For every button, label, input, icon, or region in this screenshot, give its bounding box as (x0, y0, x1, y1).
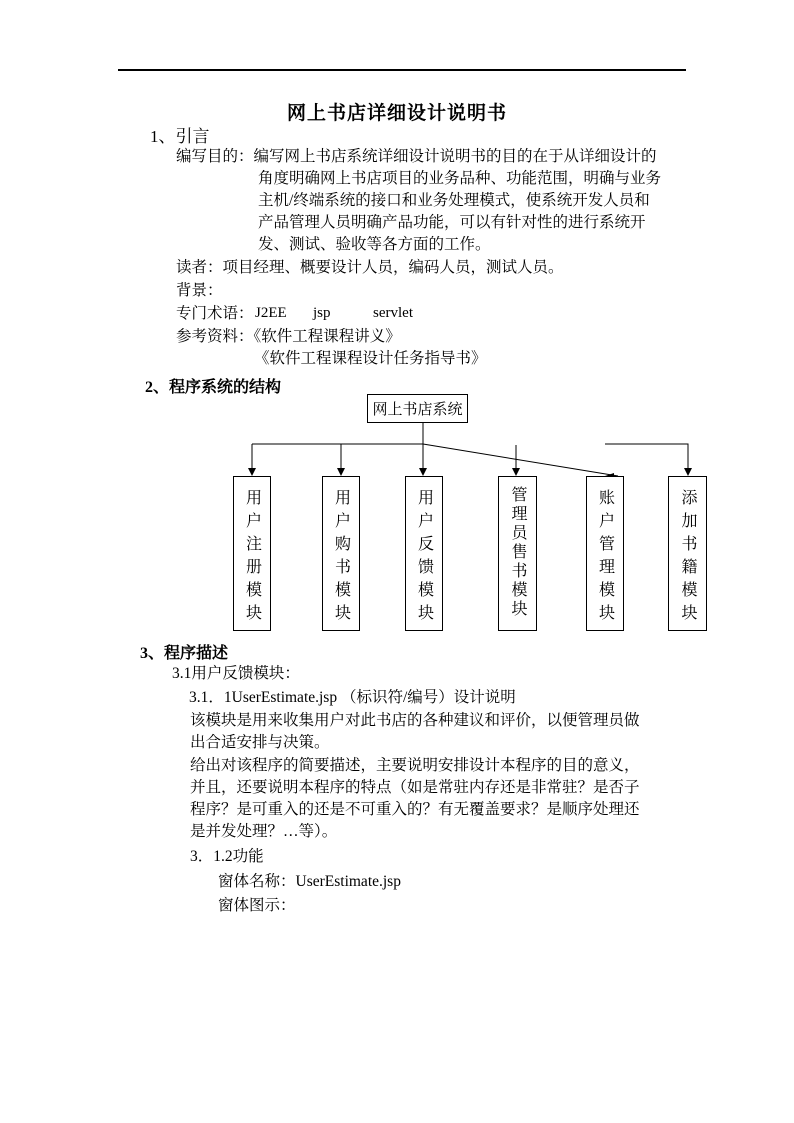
purpose-text-1: 编写网上书店系统详细设计说明书的目的在于从详细设计的 (253, 148, 657, 165)
term-jsp: jsp (313, 305, 331, 321)
module-label-user-register: 用户注册模块 (243, 489, 261, 627)
module-label-admin-sell: 管理员售书模块 (509, 486, 526, 619)
purpose-line-3: 主机/终端系统的接口和业务处理模式，使系统开发人员和 (258, 192, 650, 209)
reference-1: 《软件工程课程讲义》 (253, 328, 401, 345)
section-3-1-1-heading: 3.1．1UserEstimate.jsp （标识符/编号）设计说明 (189, 689, 516, 706)
reference-2: 《软件工程课程设计任务指导书》 (254, 350, 487, 367)
module-label-add-books: 添加书籍模块 (679, 489, 696, 627)
terms-label: 专门术语： (176, 305, 254, 322)
diagram-root-label: 网上书店系统 (372, 402, 463, 418)
para2-line-1: 给出对该程序的简要描述，主要说明安排设计本程序的目的意义， (190, 757, 640, 774)
purpose-label: 编写目的： (176, 148, 254, 165)
term-servlet: servlet (373, 305, 413, 321)
arrowheads (248, 468, 692, 481)
diagram-root-box (367, 394, 468, 423)
section-1-heading: 1、引言 (150, 127, 210, 146)
section-2-heading: 2、程序系统的结构 (145, 379, 282, 396)
arrow-down-module-4 (512, 468, 520, 476)
form-name-line: 窗体名称：UserEstimate.jsp (218, 873, 401, 890)
arrow-down-module-6 (684, 468, 692, 476)
para2-line-2: 并且，还要说明本程序的特点（如是常驻内存还是非常驻？是否子 (190, 779, 640, 796)
module-box-add-books (668, 476, 707, 631)
module-box-account-manage (586, 476, 624, 631)
para2-line-3: 程序？是可重入的还是不可重入的？有无覆盖要求？是顺序处理还 (190, 801, 640, 818)
section-3-1-heading: 3.1用户反馈模块： (172, 665, 300, 682)
module-box-user-register (233, 476, 271, 631)
arrow-down-module-2 (337, 468, 345, 476)
form-figure-line: 窗体图示： (218, 897, 296, 914)
term-j2ee: J2EE (255, 305, 287, 321)
arrow-down-module-3 (419, 468, 427, 476)
para2-line-4: 是并发处理？…等）。 (190, 823, 338, 840)
purpose-line-2: 角度明确网上书店项目的业务品种、功能范围，明确与业务 (258, 170, 662, 187)
module-label-user-feedback: 用户反馈模块 (415, 489, 433, 627)
references-line-1 (176, 327, 401, 347)
connector-lines (252, 422, 688, 476)
para1-line-1: 该模块是用来收集用户对此书店的各种建议和评价，以便管理员做 (190, 712, 640, 729)
para1-line-2: 出合适安排与决策。 (190, 734, 330, 751)
document-title: 网上书店详细设计说明书 (286, 103, 507, 124)
references-label: 参考资料： (176, 328, 254, 345)
readers-line: 读者：项目经理、概要设计人员，编码人员，测试人员。 (176, 259, 564, 276)
purpose-line-5: 发、测试、验收等各方面的工作。 (258, 236, 491, 253)
terms-line (176, 304, 254, 324)
header-rule (118, 69, 686, 71)
purpose-line-4: 产品管理人员明确产品功能，可以有针对性的进行系统开 (258, 214, 646, 231)
module-box-admin-sell (498, 476, 537, 631)
section-3-1-2-heading: 3．1.2功能 (190, 848, 264, 865)
module-box-user-feedback (405, 476, 443, 631)
background-label: 背景： (176, 282, 223, 299)
module-label-user-purchase: 用户购书模块 (332, 489, 350, 627)
module-label-account-manage: 账户管理模块 (596, 489, 614, 627)
purpose-line-1 (176, 147, 657, 167)
module-box-user-purchase (322, 476, 360, 631)
arrow-down-module-1 (248, 468, 256, 476)
section-3-heading: 3、程序描述 (140, 645, 229, 662)
